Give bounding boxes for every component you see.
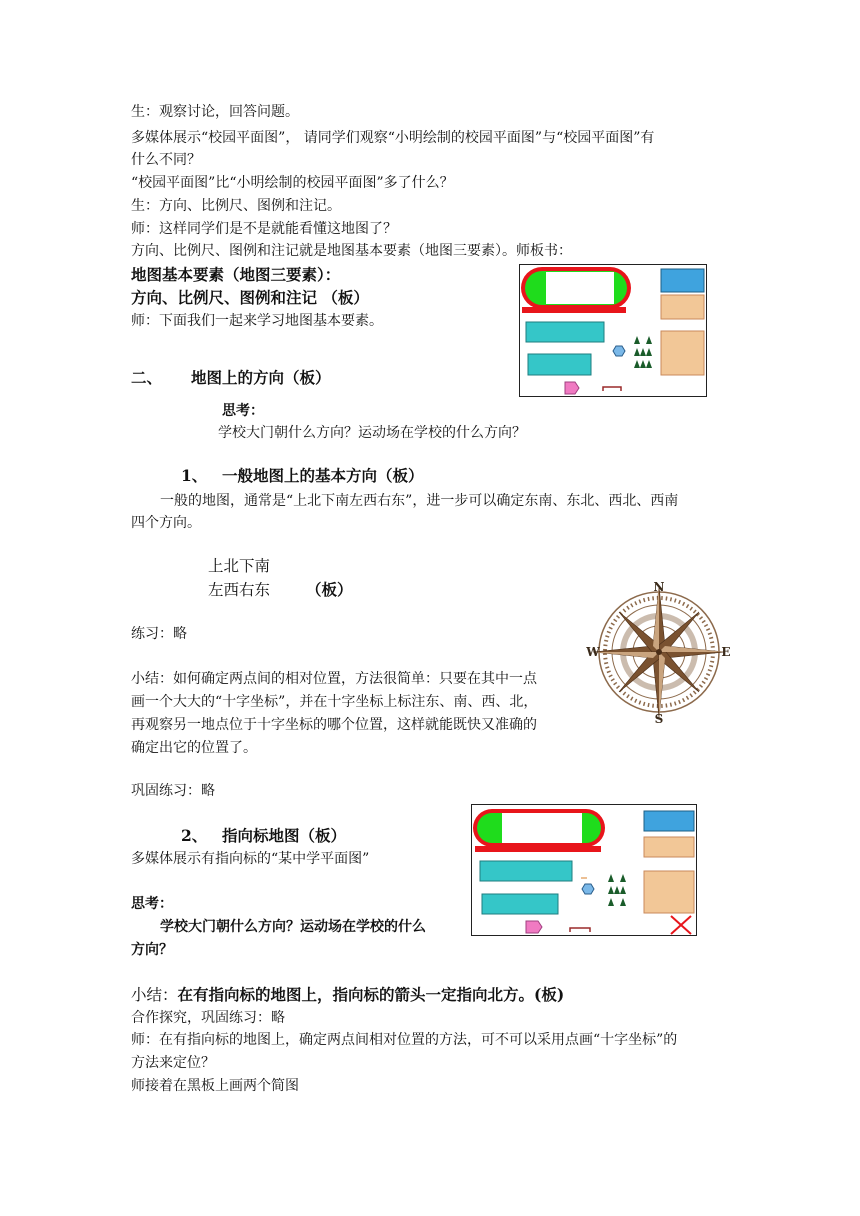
question-1: 学校大门朝什么方向？运动场在学校的什么方向？	[218, 425, 526, 441]
exercise-2: 巩固练习：略	[131, 783, 215, 799]
think-label-2: 思考：	[131, 896, 173, 912]
hexagon-icon	[582, 884, 594, 894]
teacher-question-line1: 师：在有指向标的地图上，确定两点间相对位置的方法，可不可以采用点画“十字坐标”的	[131, 1032, 678, 1048]
teacher-draw-line: 师接着在黑板上画两个简图	[131, 1078, 299, 1094]
heading-elements-list: 方向、比例尺、图例和注记 （板）	[131, 288, 369, 307]
blue-building	[661, 269, 704, 292]
campus-plan-image-1	[519, 264, 707, 397]
summary-1-line2: 画一个大大的“十字坐标”，并在十字坐标上标注东、南、西、北，	[131, 694, 538, 710]
subsection-1-number: 1、	[181, 466, 208, 485]
line-media-show: 多媒体展示“校园平面图”， 请同学们观察“小明绘制的校园平面图”与“校园平面图”有	[131, 130, 655, 146]
para-basic-direction-cont: 四个方向。	[131, 515, 201, 531]
compass-label-s: S	[654, 712, 664, 724]
summary-1-line1: 小结：如何确定两点间的相对位置，方法很简单：只要在其中一点	[131, 671, 537, 687]
gate-icon	[526, 921, 542, 933]
compass-label-w: W	[586, 645, 600, 659]
line-teacher-next: 师：下面我们一起来学习地图基本要素。	[131, 313, 383, 329]
line-teacher-ask: 师：这样同学们是不是就能看懂这地图了？	[131, 221, 397, 237]
tan-building-large	[661, 331, 704, 375]
campus-plan-image-2	[471, 804, 697, 936]
compass-label-e: E	[721, 645, 731, 659]
heading-map-elements: 地图基本要素（地图三要素）：	[131, 265, 341, 284]
tan-building-small	[644, 837, 694, 857]
teacher-question-line2: 方法来定位？	[131, 1055, 215, 1071]
section-2-number: 二、	[131, 368, 163, 387]
teal-building-1	[480, 861, 572, 881]
summary-1-line3: 再观察另一地点位于十字坐标的哪个位置，这样就能既快又准确的	[131, 717, 537, 733]
compass-rose-icon	[586, 578, 732, 724]
sports-field	[521, 267, 631, 313]
subsection-1-title: 一般地图上的基本方向（板）	[222, 466, 424, 485]
summary-2-label: 小结：	[131, 986, 178, 1004]
question-2-cont: 方向？	[131, 942, 173, 958]
teal-building-1	[526, 322, 604, 342]
exercise-1: 练习：略	[131, 626, 187, 642]
question-2: 学校大门朝什么方向？运动场在学校的什么	[160, 919, 426, 935]
line-student-discuss: 生：观察讨论，回答问题。	[131, 104, 299, 120]
tan-building-large	[644, 871, 694, 913]
line-media-show-cont: 什么不同？	[131, 152, 201, 168]
tan-building-small	[661, 295, 704, 319]
line-question-diff: “校园平面图”比“小明绘制的校园平面图”多了什么？	[131, 175, 454, 191]
section-2-title: 地图上的方向（板）	[191, 368, 331, 387]
media-show-school: 多媒体展示有指向标的“某中学平面图”	[131, 851, 370, 867]
rule-north-south: 上北下南	[208, 557, 271, 575]
summary-2-text: 在有指向标的地图上，指向标的箭头一定指向北方。(板)	[177, 985, 565, 1004]
teal-building-2	[482, 894, 558, 914]
subsection-2-number: 2、	[181, 826, 208, 845]
blue-building	[644, 811, 694, 831]
line-student-answer: 生：方向、比例尺、图例和注记。	[131, 198, 341, 214]
cooperation-line: 合作探究，巩固练习：略	[131, 1010, 285, 1026]
think-label-1: 思考：	[222, 403, 264, 419]
subsection-2-title: 指向标地图（板）	[222, 826, 347, 845]
line-elements-intro: 方向、比例尺、图例和注记就是地图基本要素（地图三要素）。师板书：	[131, 243, 572, 259]
summary-1-line4: 确定出它的位置了。	[131, 740, 257, 756]
sports-field	[473, 809, 605, 852]
rule-west-east: 左西右东	[208, 581, 271, 599]
rule-board-mark: （板）	[306, 580, 353, 599]
hexagon-icon	[613, 346, 625, 356]
teal-building-2	[528, 354, 591, 375]
para-basic-direction: 一般的地图，通常是“上北下南左西右东”，进一步可以确定东南、东北、西北、西南	[160, 493, 679, 509]
compass-label-n: N	[653, 580, 665, 594]
